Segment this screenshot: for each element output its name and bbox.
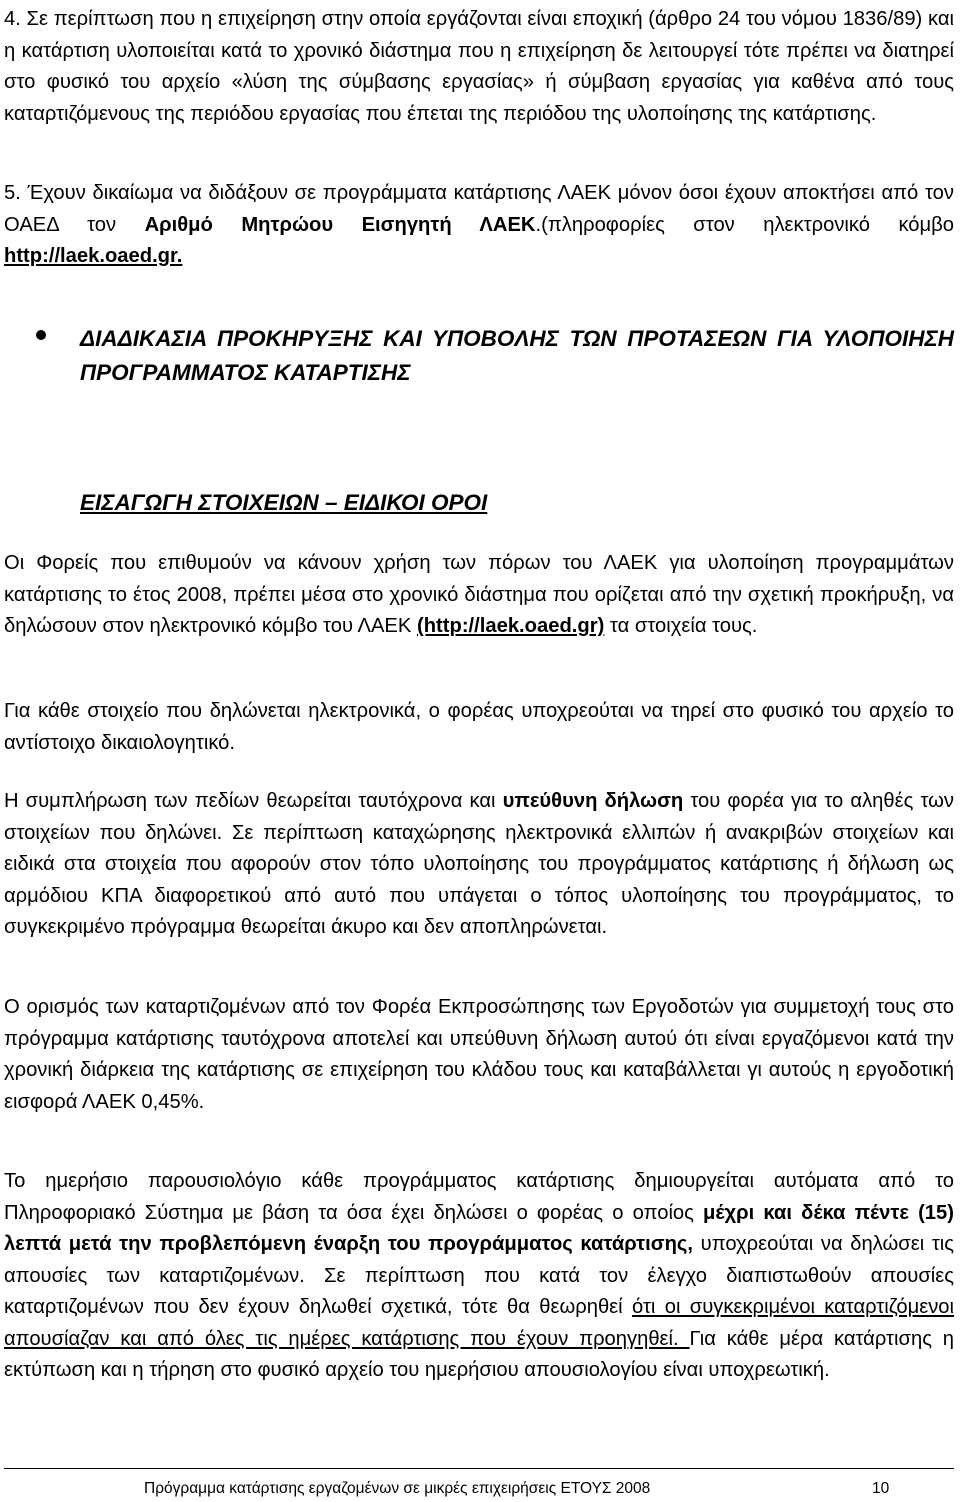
- footer-divider: [4, 1468, 954, 1469]
- bullet-icon: [36, 330, 46, 340]
- paragraph-documents: Για κάθε στοιχείο που δηλώνεται ηλεκτρονικά, ο φορέας υποχρεούται να τηρεί στο φυσικό του αρχείο το αντίστοιχο δικαιολογητικό.: [4, 700, 954, 754]
- para3-text-b: του φορέα για το αληθές των στοιχείων που δηλώνει. Σε περίπτωση καταχώρησης ηλεκτρονικά ελλιπών ή ανακριβών στοιχείων και ειδικά στα στοιχεία που αφορούν στον τόπο υλοποίησης του προγράμματος κατάρτισης ή δήλωση ως αρμόδιου ΚΠΑ διαφορετικού από αυτό που υπάγεται ο τόπος υλοποίησης του προγράμματος, το συγκεκριμένο πρόγραμμα θεωρείται άκυρο και δεν αποπληρώνεται.: [4, 790, 954, 938]
- para3-text-a: Η συμπλήρωση των πεδίων θεωρείται ταυτόχρονα και: [4, 790, 503, 812]
- paragraph-trainees: Ο ορισμός των καταρτιζομένων από τον Φορέα Εκπροσώπησης των Εργοδοτών για συμμετοχή τους στο πρόγραμμα κατάρτισης ταυτόχρονα αποτελεί και υπεύθυνη δήλωση αυτού ότι είναι εργαζόμενοι κατά την χρονική διάρκεια της κατάρτισης σε επιχείρηση του κλάδου τους και καταβάλλεται γι αυτούς η εργοδοτική εισφορά ΛΑΕΚ 0,45%.: [4, 996, 954, 1113]
- para1-text-a: Οι Φορείς που επιθυμούν να κάνουν χρήση των πόρων του ΛΑΕΚ για υλοποίηση προγραμμάτων κατάρτισης το έτος 2008, πρέπει μέσα στο χρονικό διάστημα που ορίζεται από την σχετική προκήρυξη, να δηλώσουν στον ηλεκτρονικό κόμβο του ΛΑΕΚ: [4, 552, 954, 637]
- footer-title: Πρόγραμμα κατάρτισης εργαζομένων σε μικρές επιχειρήσεις ΕΤΟΥΣ 2008: [144, 1480, 651, 1497]
- para5-text-c: Για κάθε μέρα κατάρτισης η εκτύπωση και η τήρηση στο φυσικό αρχείο του ημερήσιου απουσιολογίου είναι υποχρεωτική.: [4, 1327, 954, 1381]
- laek-link-2[interactable]: (http://laek.oaed.gr): [416, 615, 605, 637]
- para5-bold-a: μέχρι και δέκα πέντε (15) λεπτά μετά την προβλεπόμενη έναρξη του προγράμματος κατάρτισης,: [4, 1201, 954, 1255]
- laek-link[interactable]: http://laek.oaed.gr.: [4, 245, 183, 267]
- para5-text-b: υποχρεούται να δηλώσει τις απουσίες των καταρτιζομένων. Σε περίπτωση που κατά τον έλεγχο διαπιστωθούν απουσίες καταρτιζομένων που δεν έχουν δηλωθεί σχετικά, τότε θα θεωρηθεί: [4, 1233, 955, 1318]
- paragraph-attendance: [4, 1166, 954, 1387]
- para1-text-b: τα στοιχεία τους.: [604, 615, 758, 637]
- para5-underline-a: ότι οι συγκεκριμένοι καταρτιζόμενοι απουσίαζαν και από όλες τις ημέρες κατάρτισης που έχουν προηγηθεί.: [4, 1296, 955, 1350]
- item5-bold-a: Αριθμό Μητρώου Εισηγητή ΛΑΕΚ: [144, 213, 536, 236]
- footer-page-number: 10: [872, 1480, 890, 1497]
- paragraph-item-4: 4. Σε περίπτωση που η επιχείρηση στην οποία εργάζονται είναι εποχική (άρθρο 24 του νόμου 1836/89) και η κατάρτιση υλοποιείται κατά το χρονικό διάστημα που η επιχείρηση δε λειτουργεί τότε πρέπει να διατηρεί στο φυσικό του αρχείο «λύση της σύμβασης εργασίας» ή σύμβαση εργασίας για καθένα από τους καταρτιζόμενους της περιόδου εργασίας που έπεται της περιόδου της υλοποίησης της κατάρτισης.: [4, 8, 954, 125]
- section-heading: ΔΙΑΔΙΚΑΣΙΑ ΠΡΟΚΗΡΥΞΗΣ ΚΑΙ ΥΠΟΒΟΛΗΣ ΤΩΝ ΠΡΟΤΑΣΕΩΝ ΓΙΑ ΥΛΟΠΟΙΗΣΗ ΠΡΟΓΡΑΜΜΑΤΟΣ ΚΑΤΑΡΤΙΣΗΣ: [80, 326, 954, 385]
- para3-bold-a: υπεύθυνη δήλωση: [502, 790, 684, 812]
- paragraph-item-5: [4, 178, 954, 273]
- paragraph-registration: [4, 548, 954, 643]
- item5-text-a: 5. Έχουν δικαίωμα να διδάξουν σε προγράμματα κατάρτισης ΛΑΕΚ μόνον όσοι έχουν αποκτήσει από τον ΟΑΕΔ τον: [4, 182, 954, 236]
- paragraph-declaration: [4, 786, 954, 944]
- item5-text-b: .(πληροφορίες στον ηλεκτρονικό κόμβο: [535, 213, 954, 236]
- para5-text-a: Το ημερήσιο παρουσιολόγιο κάθε προγράμματος κατάρτισης δημιουργείται αυτόματα από το Πληροφοριακό Σύστημα με βάση τα όσα έχει δηλώσει ο φορέας ο οποίος: [4, 1170, 954, 1224]
- subheading: ΕΙΣΑΓΩΓΗ ΣΤΟΙΧΕΙΩΝ – ΕΙΔΙΚΟΙ ΟΡΟΙ: [80, 490, 488, 515]
